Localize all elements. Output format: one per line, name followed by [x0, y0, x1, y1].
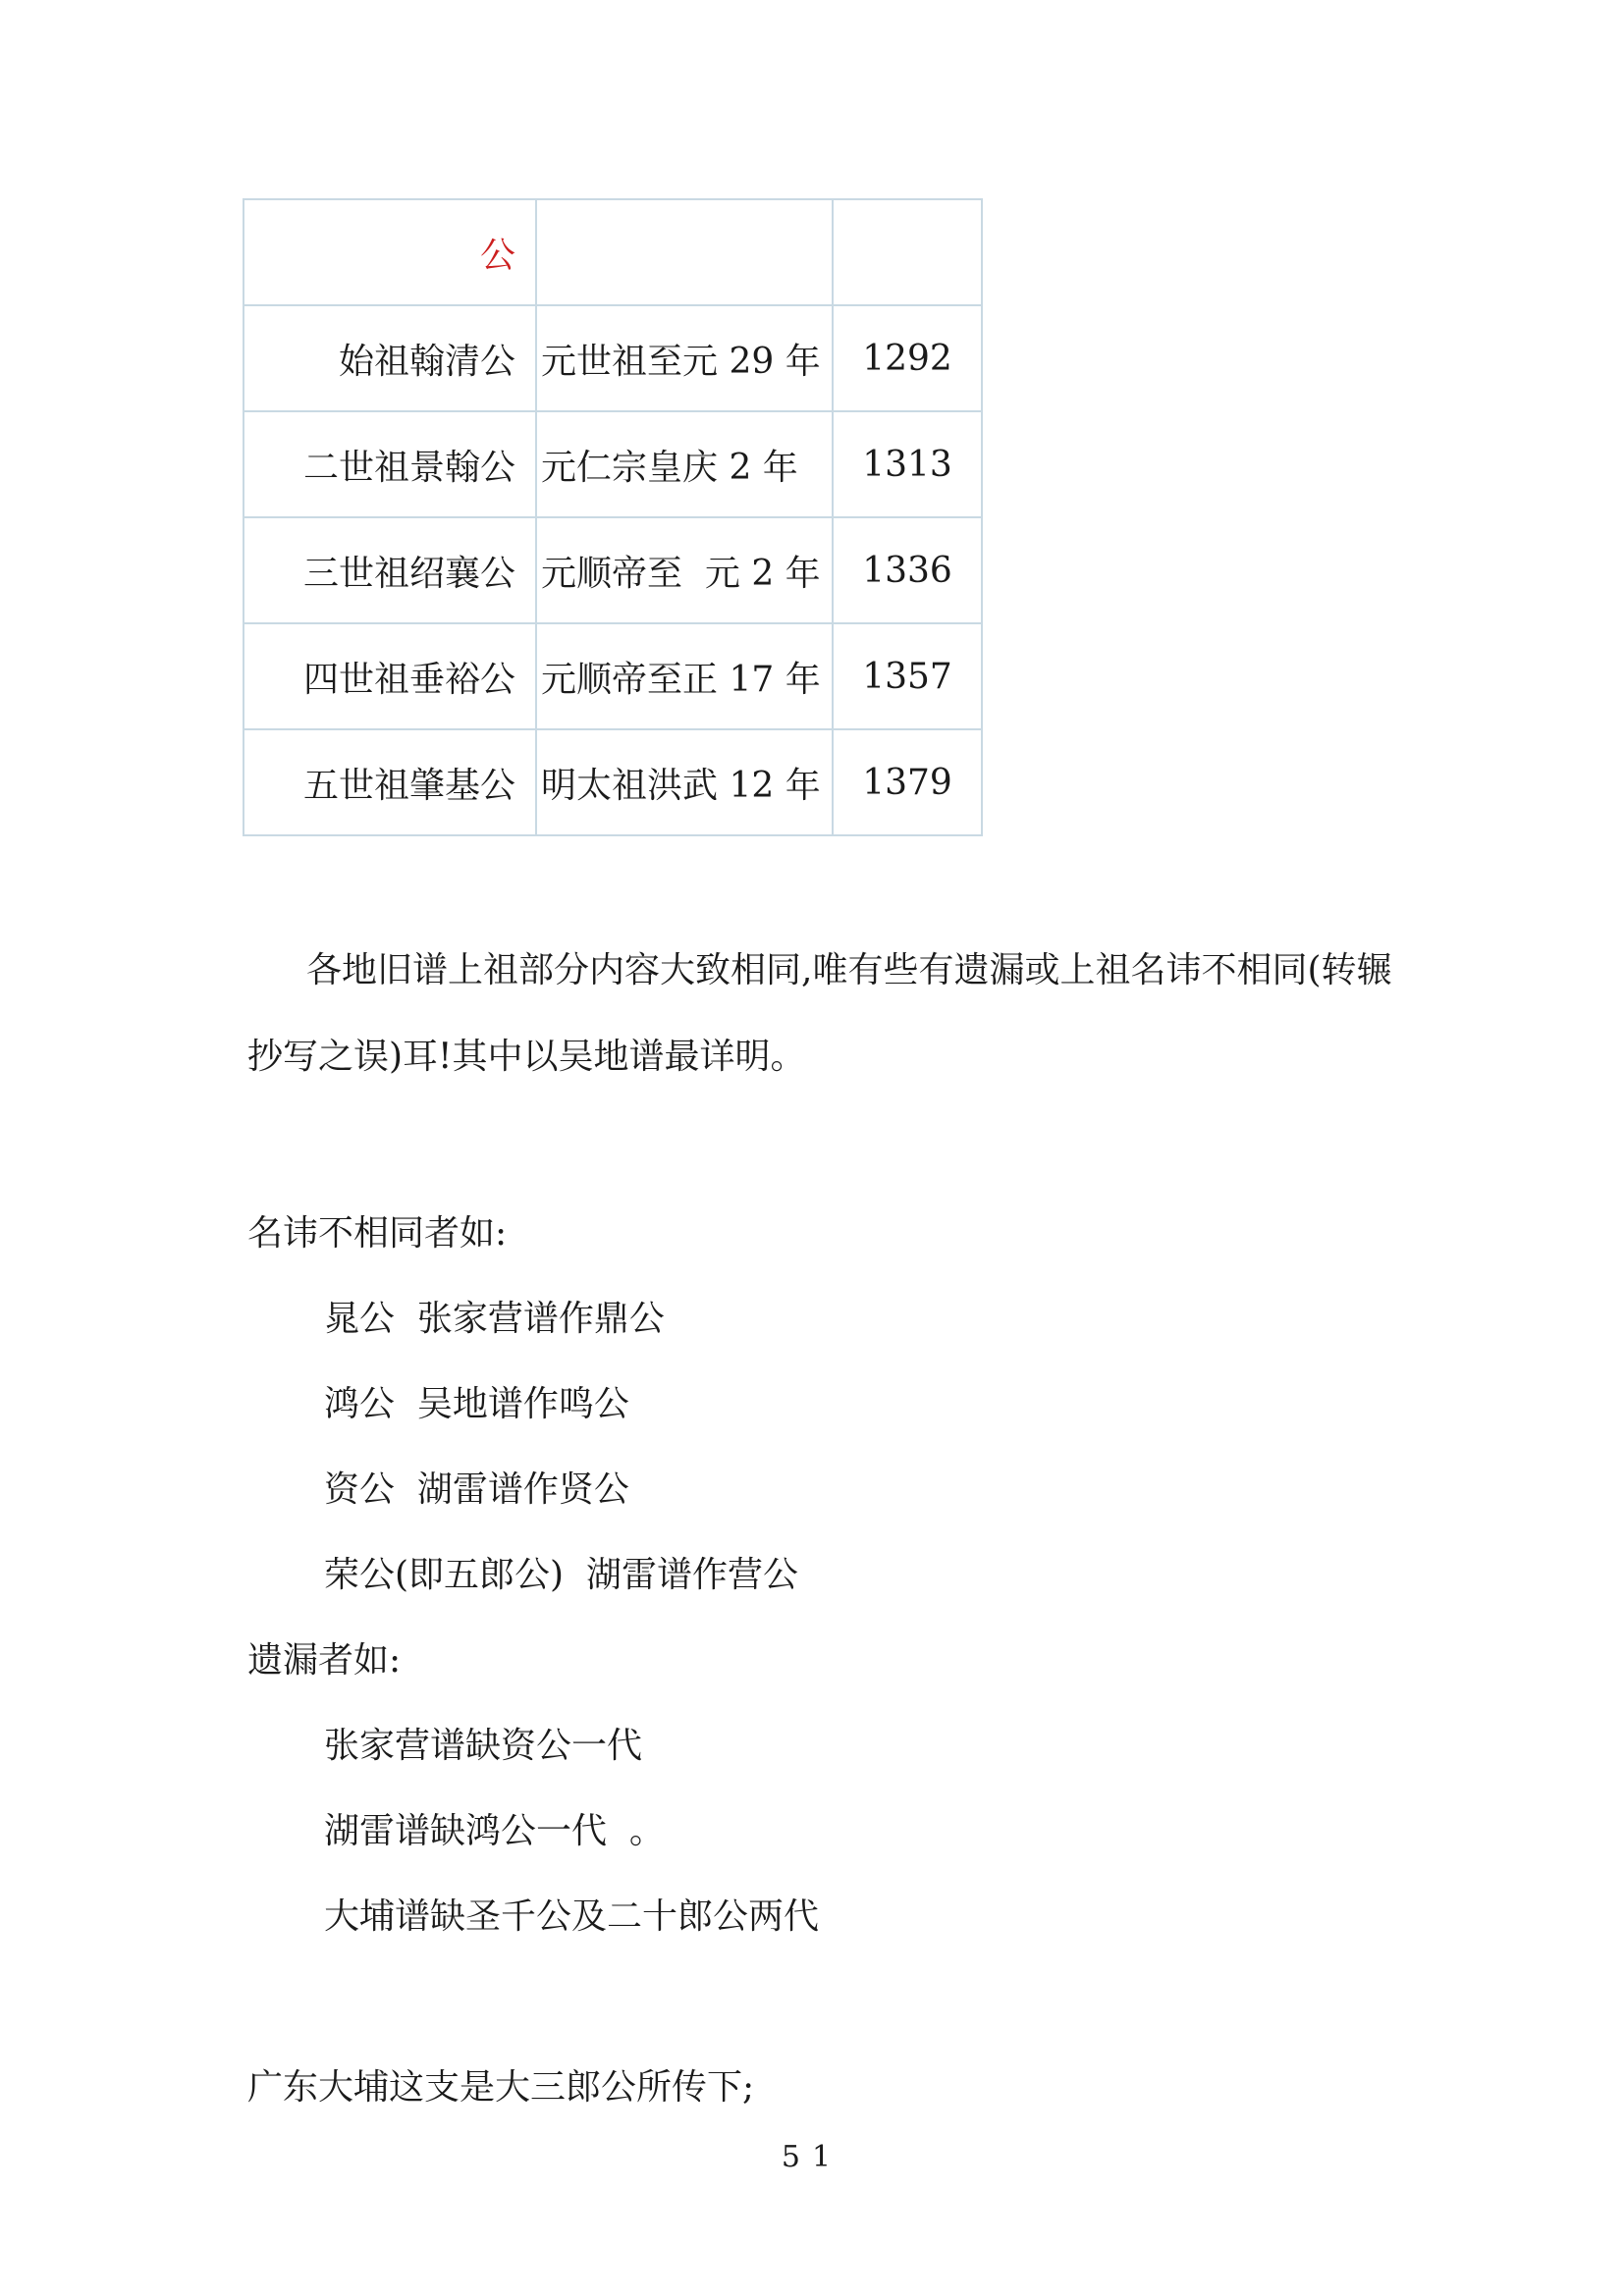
omission-item: 大埔谱缺圣千公及二十郎公两代: [324, 1896, 820, 1937]
era-cell: 明太祖洪武 12 年: [536, 729, 833, 835]
year-cell: 1357: [833, 623, 982, 729]
ancestor-name-cell: 四世祖垂裕公: [244, 623, 536, 729]
omission-item: 张家营谱缺资公一代: [324, 1726, 643, 1766]
ancestor-name-cell: 五世祖肇基公: [244, 729, 536, 835]
era-cell: 元顺帝至 元 2 年: [536, 517, 833, 623]
era-cell: 元仁宗皇庆 2 年: [536, 411, 833, 517]
name-variant-item: 资公 湖雷谱作贤公: [324, 1469, 629, 1510]
era-cell: 元顺帝至正 17 年: [536, 623, 833, 729]
name-variant-item: 荣公(即五郎公) 湖雷谱作营公: [324, 1555, 798, 1595]
body-paragraph: [247, 928, 1396, 1100]
ancestor-name-cell: 始祖翰清公: [244, 305, 536, 411]
era-cell: [536, 199, 833, 305]
omissions-heading: 遗漏者如:: [247, 1640, 402, 1681]
omission-item: 湖雷谱缺鸿公一代 。: [324, 1811, 665, 1851]
year-cell: 1336: [833, 517, 982, 623]
ancestor-name-cell: 二世祖景翰公: [244, 411, 536, 517]
names-heading: 名讳不相同者如:: [247, 1213, 508, 1254]
table-row: [244, 199, 982, 305]
year-cell: 1313: [833, 411, 982, 517]
year-cell: 1292: [833, 305, 982, 411]
year-cell: [833, 199, 982, 305]
ancestor-name-cell: 公: [244, 199, 536, 305]
paragraph-text: 各地旧谱上祖部分内容大致相同,唯有些有遗漏或上祖名讳不相同(转辗抄写之误)耳!其中以吴地谱最详明。: [247, 950, 1392, 1077]
closing-line: 广东大埔这支是大三郎公所传下;: [247, 2067, 755, 2108]
table-row: [244, 411, 982, 517]
era-cell: 元世祖至元 29 年: [536, 305, 833, 411]
name-variant-item: 鸿公 吴地谱作鸣公: [324, 1384, 629, 1424]
name-variant-item: 晁公 张家营谱作鼎公: [324, 1299, 665, 1339]
table-row: [244, 623, 982, 729]
ancestor-name-cell: 三世祖绍襄公: [244, 517, 536, 623]
genealogy-table: [243, 198, 983, 836]
table-row: [244, 729, 982, 835]
page-number: 51: [781, 2140, 843, 2174]
table-row: [244, 305, 982, 411]
table-row: [244, 517, 982, 623]
year-cell: 1379: [833, 729, 982, 835]
